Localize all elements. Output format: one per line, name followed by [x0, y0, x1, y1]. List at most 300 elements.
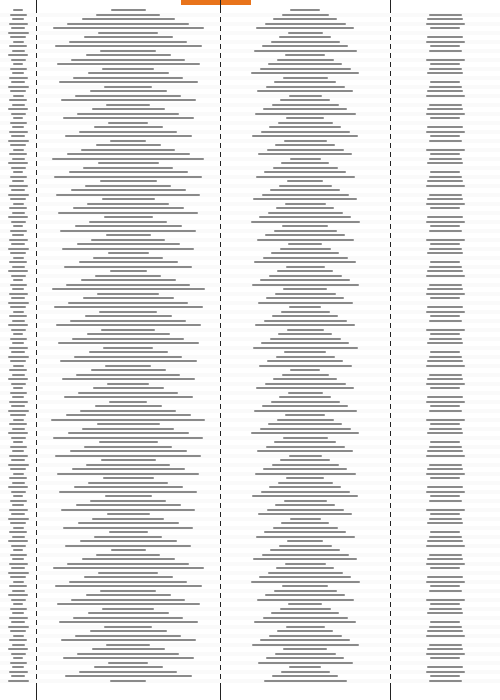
- cell-description: [56, 324, 201, 326]
- cell-id: [10, 608, 27, 610]
- cell-name: [263, 617, 348, 619]
- cell-id: [11, 135, 25, 137]
- cell-id: [10, 522, 26, 524]
- cell-name: [257, 450, 353, 452]
- cell-description: [107, 513, 150, 515]
- cell-date: [429, 626, 462, 628]
- cell-id: [9, 153, 27, 155]
- cell-date: [429, 194, 462, 196]
- cell-name: [253, 558, 357, 560]
- cell-id: [11, 599, 26, 601]
- cell-id: [10, 500, 27, 502]
- cell-description: [84, 36, 173, 38]
- header-tab[interactable]: [181, 0, 251, 5]
- cell-id: [10, 306, 26, 308]
- cell-name: [289, 666, 321, 668]
- cell-description: [110, 140, 146, 142]
- cell-name: [254, 261, 356, 263]
- cell-date: [427, 216, 463, 218]
- cell-date: [430, 333, 460, 335]
- cell-name: [265, 234, 345, 236]
- cell-id: [13, 149, 24, 151]
- cell-description: [55, 45, 202, 47]
- cell-date: [429, 428, 462, 430]
- cell-description: [88, 482, 168, 484]
- cell-id: [9, 347, 28, 349]
- cell-id: [8, 140, 29, 142]
- cell-name: [281, 671, 330, 673]
- cell-id: [12, 288, 24, 290]
- cell-name: [267, 509, 344, 511]
- cell-id: [8, 540, 28, 542]
- cell-date: [429, 680, 462, 682]
- cell-name: [268, 572, 343, 574]
- cell-date: [426, 131, 465, 133]
- cell-id: [8, 162, 28, 164]
- cell-name: [275, 653, 336, 655]
- cell-name: [275, 293, 336, 295]
- cell-id: [12, 234, 24, 236]
- cell-id: [10, 446, 27, 448]
- cell-id: [8, 432, 28, 434]
- cell-id: [9, 585, 27, 587]
- cell-id: [13, 41, 24, 43]
- cell-id: [10, 338, 27, 340]
- cell-name: [283, 648, 327, 650]
- cell-description: [98, 162, 159, 164]
- cell-name: [284, 500, 327, 502]
- cell-id: [12, 644, 25, 646]
- cell-description: [57, 473, 199, 475]
- cell-description: [93, 387, 164, 389]
- cell-date: [427, 162, 463, 164]
- cell-date: [426, 239, 465, 241]
- cell-description: [98, 572, 158, 574]
- cell-name: [266, 446, 345, 448]
- cell-description: [64, 396, 193, 398]
- cell-id: [12, 590, 25, 592]
- cell-description: [73, 77, 183, 79]
- cell-date: [430, 495, 460, 497]
- cell-name: [257, 90, 353, 92]
- cell-date: [426, 491, 465, 493]
- cell-date: [426, 311, 465, 313]
- cell-date: [430, 315, 460, 317]
- cell-date: [427, 90, 463, 92]
- cell-name: [284, 140, 327, 142]
- cell-name: [269, 486, 341, 488]
- cell-date: [426, 59, 465, 61]
- cell-id: [11, 189, 25, 191]
- cell-date: [426, 113, 465, 115]
- cell-id: [9, 455, 28, 457]
- cell-date: [430, 585, 460, 587]
- cell-description: [100, 50, 156, 52]
- cell-date: [430, 27, 460, 29]
- cell-date: [429, 608, 462, 610]
- cell-id: [8, 518, 29, 520]
- cell-name: [285, 203, 326, 205]
- cell-description: [62, 378, 195, 380]
- cell-name: [252, 644, 359, 646]
- cell-id: [10, 576, 26, 578]
- cell-date: [430, 171, 460, 173]
- cell-date: [427, 270, 463, 272]
- cell-id: [11, 297, 25, 299]
- cell-description: [53, 27, 204, 29]
- cell-description: [108, 122, 148, 124]
- cell-name: [286, 266, 325, 268]
- cell-id: [10, 144, 26, 146]
- cell-id: [12, 428, 25, 430]
- cell-name: [288, 603, 322, 605]
- cell-name: [277, 59, 334, 61]
- cell-name: [285, 563, 326, 565]
- cell-name: [275, 144, 335, 146]
- cell-description: [76, 374, 180, 376]
- cell-description: [90, 90, 167, 92]
- cell-date: [426, 365, 465, 367]
- cell-description: [73, 207, 184, 209]
- cell-name: [264, 320, 347, 322]
- cell-description: [106, 234, 151, 236]
- cell-name: [278, 482, 333, 484]
- cell-date: [426, 455, 465, 457]
- cell-description: [104, 86, 152, 88]
- cell-id: [9, 207, 27, 209]
- cell-date: [429, 338, 462, 340]
- cell-date: [429, 140, 462, 142]
- cell-name: [288, 243, 322, 245]
- cell-date: [430, 567, 460, 569]
- cell-name: [289, 95, 322, 97]
- cell-description: [99, 441, 158, 443]
- cell-date: [430, 153, 460, 155]
- cell-name: [264, 171, 346, 173]
- cell-description: [79, 671, 177, 673]
- cell-description: [96, 14, 160, 16]
- cell-name: [256, 387, 354, 389]
- cell-id: [10, 230, 27, 232]
- cell-id: [13, 279, 23, 281]
- cell-date: [426, 149, 465, 151]
- cell-name: [290, 9, 320, 11]
- cell-description: [95, 405, 162, 407]
- cell-name: [270, 189, 340, 191]
- cell-description: [100, 180, 157, 182]
- table-row: [0, 679, 500, 684]
- cell-description: [102, 198, 155, 200]
- cell-name: [265, 383, 346, 385]
- cell-name: [264, 531, 346, 533]
- cell-id: [12, 180, 24, 182]
- cell-description: [68, 302, 188, 304]
- cell-name: [262, 194, 349, 196]
- cell-name: [261, 342, 349, 344]
- cell-id: [12, 104, 25, 106]
- cell-description: [87, 203, 169, 205]
- cell-date: [430, 351, 460, 353]
- cell-date: [426, 599, 465, 601]
- cell-name: [276, 356, 335, 358]
- cell-id: [10, 392, 27, 394]
- cell-date: [429, 356, 462, 358]
- cell-name: [266, 86, 345, 88]
- cell-name: [270, 549, 340, 551]
- cell-name: [273, 527, 338, 529]
- cell-description: [72, 338, 184, 340]
- cell-date: [426, 635, 465, 637]
- cell-id: [9, 315, 27, 317]
- cell-date: [429, 86, 462, 88]
- cell-name: [251, 432, 359, 434]
- cell-date: [429, 518, 462, 520]
- cell-date: [429, 248, 462, 250]
- cell-id: [13, 473, 24, 475]
- cell-description: [83, 297, 174, 299]
- cell-date: [427, 342, 463, 344]
- cell-name: [278, 122, 333, 124]
- cell-description: [61, 99, 196, 101]
- cell-date: [430, 225, 460, 227]
- cell-id: [13, 63, 23, 65]
- cell-date: [426, 671, 465, 673]
- cell-name: [251, 72, 359, 74]
- cell-date: [426, 473, 465, 475]
- cell-id: [9, 23, 28, 25]
- cell-name: [259, 576, 351, 578]
- cell-description: [58, 212, 198, 214]
- cell-description: [61, 639, 196, 641]
- cell-description: [75, 635, 181, 637]
- cell-id: [11, 405, 25, 407]
- cell-name: [271, 41, 340, 43]
- cell-date: [426, 41, 465, 43]
- cell-description: [86, 594, 171, 596]
- cell-date: [429, 464, 462, 466]
- cell-description: [97, 293, 159, 295]
- cell-description: [51, 419, 205, 421]
- cell-name: [271, 252, 339, 254]
- cell-name: [283, 288, 327, 290]
- cell-date: [426, 221, 465, 223]
- cell-name: [260, 428, 351, 430]
- cell-description: [86, 54, 171, 56]
- cell-date: [429, 284, 462, 286]
- cell-description: [77, 243, 180, 245]
- cell-name: [262, 405, 348, 407]
- cell-name: [268, 212, 343, 214]
- cell-description: [79, 261, 178, 263]
- cell-description: [84, 576, 173, 578]
- cell-id: [9, 563, 28, 565]
- cell-date: [429, 230, 462, 232]
- cell-name: [272, 464, 339, 466]
- cell-id: [8, 302, 29, 304]
- cell-id: [13, 311, 24, 313]
- cell-id: [9, 293, 28, 295]
- cell-date: [429, 68, 462, 70]
- cell-name: [274, 81, 336, 83]
- cell-id: [11, 243, 25, 245]
- cell-name: [277, 630, 333, 632]
- cell-name: [253, 198, 357, 200]
- cell-description: [106, 104, 150, 106]
- cell-id: [13, 257, 24, 259]
- cell-name: [254, 50, 357, 52]
- cell-date: [430, 261, 460, 263]
- cell-name: [280, 608, 331, 610]
- cell-date: [427, 18, 463, 20]
- cell-date: [427, 126, 463, 128]
- cell-id: [12, 18, 24, 20]
- cell-id: [9, 261, 27, 263]
- cell-id: [13, 117, 23, 119]
- cell-date: [429, 158, 462, 160]
- cell-date: [430, 675, 460, 677]
- cell-description: [63, 117, 194, 119]
- cell-date: [426, 275, 465, 277]
- cell-id: [11, 167, 26, 169]
- cell-name: [286, 626, 325, 628]
- cell-description: [55, 455, 201, 457]
- cell-description: [60, 360, 197, 362]
- cell-description: [68, 432, 189, 434]
- cell-description: [110, 270, 147, 272]
- cell-description: [78, 522, 179, 524]
- cell-date: [426, 95, 465, 97]
- cell-date: [430, 405, 460, 407]
- cell-id: [13, 495, 23, 497]
- cell-name: [265, 23, 346, 25]
- cell-id: [8, 216, 28, 218]
- cell-id: [9, 477, 27, 479]
- cell-id: [13, 203, 24, 205]
- cell-description: [82, 428, 174, 430]
- cell-description: [95, 275, 161, 277]
- cell-description: [86, 464, 170, 466]
- cell-date: [427, 306, 463, 308]
- cell-name: [280, 459, 330, 461]
- cell-id: [13, 387, 23, 389]
- cell-name: [276, 207, 334, 209]
- cell-description: [52, 158, 204, 160]
- cell-date: [426, 329, 465, 331]
- cell-date: [430, 513, 460, 515]
- cell-name: [263, 468, 347, 470]
- cell-date: [427, 630, 463, 632]
- cell-name: [279, 36, 331, 38]
- cell-name: [275, 504, 335, 506]
- cell-date: [427, 72, 463, 74]
- cell-date: [429, 500, 462, 502]
- cell-date: [426, 185, 465, 187]
- cell-id: [9, 185, 28, 187]
- cell-name: [265, 594, 345, 596]
- cell-name: [267, 360, 343, 362]
- cell-date: [427, 252, 463, 254]
- cell-id: [11, 351, 25, 353]
- cell-id: [12, 558, 24, 560]
- cell-name: [287, 329, 324, 331]
- cell-id: [10, 198, 26, 200]
- cell-name: [279, 185, 332, 187]
- cell-name: [285, 414, 325, 416]
- cell-description: [67, 153, 190, 155]
- cell-description: [63, 527, 193, 529]
- cell-description: [85, 315, 172, 317]
- cell-date: [426, 293, 465, 295]
- cell-id: [13, 657, 23, 659]
- cell-description: [67, 563, 189, 565]
- cell-name: [251, 221, 360, 223]
- cell-id: [8, 648, 28, 650]
- cell-description: [74, 486, 183, 488]
- cell-name: [252, 135, 358, 137]
- cell-description: [87, 333, 170, 335]
- cell-description: [63, 657, 194, 659]
- cell-description: [65, 545, 191, 547]
- cell-name: [282, 14, 329, 16]
- cell-name: [285, 54, 325, 56]
- cell-name: [282, 225, 328, 227]
- cell-id: [10, 662, 27, 664]
- cell-date: [426, 563, 465, 565]
- cell-description: [76, 504, 181, 506]
- cell-description: [65, 135, 192, 137]
- cell-description: [77, 113, 179, 115]
- cell-description: [66, 414, 191, 416]
- cell-date: [430, 603, 460, 605]
- cell-id: [9, 77, 28, 79]
- cell-description: [82, 558, 175, 560]
- cell-id: [10, 252, 26, 254]
- cell-id: [12, 320, 25, 322]
- cell-id: [11, 459, 25, 461]
- cell-name: [273, 18, 337, 20]
- cell-description: [69, 171, 188, 173]
- cell-name: [286, 477, 324, 479]
- cell-description: [65, 675, 192, 677]
- cell-name: [258, 302, 353, 304]
- cell-date: [429, 320, 462, 322]
- cell-name: [270, 338, 341, 340]
- cell-name: [253, 347, 358, 349]
- cell-name: [280, 248, 331, 250]
- cell-date: [429, 554, 462, 556]
- cell-name: [287, 180, 323, 182]
- cell-date: [427, 108, 463, 110]
- cell-description: [61, 509, 195, 511]
- cell-name: [262, 554, 349, 556]
- cell-date: [430, 63, 460, 65]
- cell-id: [13, 441, 23, 443]
- cell-description: [92, 108, 165, 110]
- cell-date: [430, 45, 460, 47]
- cell-id: [12, 666, 24, 668]
- cell-name: [290, 369, 320, 371]
- cell-description: [62, 248, 194, 250]
- cell-date: [430, 423, 460, 425]
- cell-name: [269, 126, 341, 128]
- cell-name: [264, 680, 347, 682]
- cell-date: [430, 243, 460, 245]
- cell-description: [107, 383, 149, 385]
- cell-id: [11, 653, 26, 655]
- cell-description: [69, 581, 187, 583]
- cell-name: [288, 392, 323, 394]
- cell-description: [91, 239, 165, 241]
